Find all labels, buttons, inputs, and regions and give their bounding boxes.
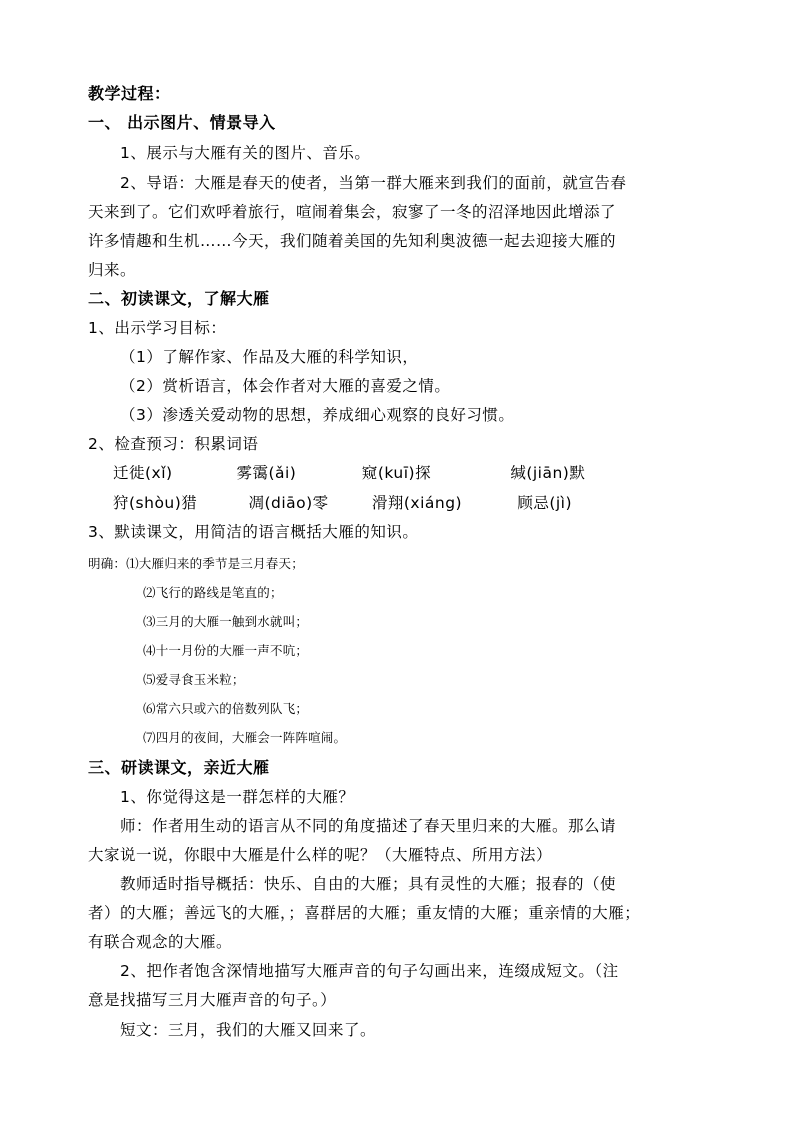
vocab-word: 凋(diāo)零: [248, 494, 329, 512]
section1-item2-line1: 2、导语：大雁是春天的使者，当第一群大雁来到我们的面前，就宣告春: [120, 174, 627, 192]
vocab-word: 狩(shòu)猎: [113, 494, 198, 512]
goal-1: （1）了解作家、作品及大雁的科学知识，: [120, 348, 419, 366]
answer-4: ⑷十一月份的大雁一声不吭；: [143, 643, 309, 658]
answer-7: ⑺四月的夜间，大雁会一阵阵喧闹。: [143, 730, 347, 745]
answer-first: 明确：⑴大雁归来的季节是三月春天；: [88, 556, 304, 571]
vocab-word: 滑翔(xiáng): [371, 494, 463, 512]
vocab-word: 迁徙(xǐ): [113, 464, 173, 482]
answer-6: ⑹常六只或六的倍数列队飞；: [143, 701, 309, 716]
section2-title: 二、初读课文，了解大雁: [88, 289, 270, 308]
vocab-word: 雾霭(ǎi): [236, 464, 297, 482]
section1-item2-line3: 许多情趣和生机……今天，我们随着美国的先知利奥波德一起去迎接大雁的: [88, 232, 617, 250]
summary-line-3: 有联合观念的大雁。: [88, 933, 233, 951]
vocab-word: 缄(jiān)默: [510, 464, 586, 482]
teacher-line-2: 大家说一说，你眼中大雁是什么样的呢？（大雁特点、所用方法）: [88, 846, 553, 864]
summary-line-2: 者）的大雁；善远飞的大雁，；喜群居的大雁；重友情的大雁；重亲情的大雁；: [88, 904, 641, 922]
vocab-word: 窥(kuī)探: [361, 464, 432, 482]
answer-2: ⑵飞行的路线是笔直的；: [143, 585, 283, 600]
section1-item2-line4: 归来。: [88, 261, 137, 279]
section2-item1: 1、出示学习目标：: [88, 319, 227, 337]
summary-line-1: 教师适时指导概括：快乐、自由的大雁；具有灵性的大雁；报春的（使: [120, 875, 617, 893]
vocab-word: 顾忌(jì): [517, 494, 573, 512]
section1-item2-line2: 天来到了。它们欢呼着旅行，喧闹着集会，寂寥了一冬的沼泽地因此增添了: [88, 203, 617, 221]
goal-2: （2）赏析语言，体会作者对大雁的喜爱之情。: [120, 377, 451, 395]
teacher-line-1: 师：作者用生动的语言从不同的角度描述了春天里归来的大雁。那么请: [120, 817, 617, 835]
heading: 教学过程：: [88, 84, 171, 103]
section3-item2-line2: 意是找描写三月大雁声音的句子。）: [88, 991, 337, 1009]
answer-5: ⑸爱寻食玉米粒；: [143, 672, 245, 687]
vocab-row-1: [113, 463, 585, 483]
section2-item3: 3、默读课文，用简洁的语言概括大雁的知识。: [88, 523, 419, 541]
section3-title: 三、研读课文，亲近大雁: [88, 758, 270, 777]
section3-item2-line1: 2、把作者饱含深情地描写大雁声音的句子勾画出来，连缀成短文。（注: [120, 962, 619, 980]
section1-title: 一、 出示图片、情景导入: [88, 113, 276, 132]
section2-item2: 2、检查预习：积累词语: [88, 435, 259, 453]
goal-3: （3）渗透关爱动物的思想，养成细心观察的良好习惯。: [120, 406, 515, 424]
vocab-row-2: [113, 493, 572, 513]
section3-item1: 1、你觉得这是一群怎样的大雁？: [120, 788, 355, 806]
essay-line: 短文：三月，我们的大雁又回来了。: [120, 1021, 377, 1039]
answer-3: ⑶三月的大雁一触到水就叫；: [143, 614, 309, 629]
section1-item1: 1、展示与大雁有关的图片、音乐。: [120, 144, 371, 162]
